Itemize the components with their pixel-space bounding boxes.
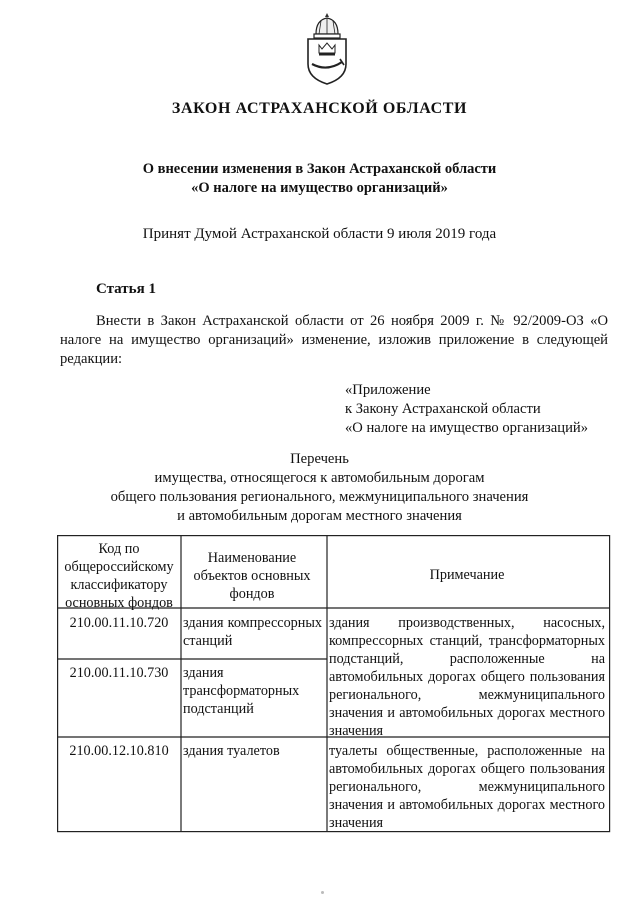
table-cell-code: 210.00.11.10.720 xyxy=(69,615,169,631)
coat-of-arms-icon xyxy=(302,12,352,86)
table-cell-name: здания трансформаторных подстанций xyxy=(183,665,300,717)
article-text: Внести в Закон Астраханской области от 26 ноября 2009 г. № 92/2009-ОЗ «О налоге на имущество организаций» изменение, изложив приложение в следующей редакции: xyxy=(60,313,608,367)
list-title-line: и автомобильным дорогам местного значения xyxy=(177,508,462,524)
list-title-line: имущества, относящегося к автомобильным дорогам xyxy=(154,470,485,486)
table-header-code: Код по общероссийскому классификатору основных фондов xyxy=(64,541,174,611)
table-header-name: Наименование объектов основных фондов xyxy=(193,550,311,602)
table-cell-name: здания компрессорных станций xyxy=(183,615,322,649)
list-title xyxy=(0,450,639,526)
article-paragraph xyxy=(60,312,608,369)
page-mark xyxy=(321,891,324,894)
appendix-line: к Закону Астраханской области xyxy=(345,401,541,417)
subtitle-line: «О налоге на имущество организаций» xyxy=(191,180,448,196)
table-cell-note: туалеты общественные, расположенные на автомобильных дорогах общего пользования регионального, межмуниципального значения и автомобильных дорогах местного значения xyxy=(329,743,605,831)
table-cell-code: 210.00.11.10.730 xyxy=(69,665,169,681)
appendix-reference xyxy=(345,381,588,438)
law-title: ЗАКОН АСТРАХАНСКОЙ ОБЛАСТИ xyxy=(171,100,468,117)
table-cell-name: здания туалетов xyxy=(183,743,280,759)
adoption-line: Принят Думой Астраханской области 9 июля 2019 года xyxy=(142,226,497,242)
table-cell-note: здания производственных, насосных, компрессорных станций, трансформаторных подстанций, расположенные на автомобильных дорогах общего пользования регионального, межмуниципального значения и автомобильных дорогах местного значения xyxy=(329,615,605,739)
subtitle-line: О внесении изменения в Закон Астраханской области xyxy=(142,161,497,177)
article-heading: Статья 1 xyxy=(96,281,156,297)
appendix-line: «Приложение xyxy=(345,382,431,398)
list-title-line: Перечень xyxy=(290,451,349,467)
law-subtitle xyxy=(0,160,639,198)
appendix-line: «О налоге на имущество организаций» xyxy=(345,420,588,436)
table-cell-code: 210.00.12.10.810 xyxy=(69,743,169,759)
table-header-note: Примечание xyxy=(429,567,505,583)
list-title-line: общего пользования регионального, межмуниципального значения xyxy=(110,489,529,505)
